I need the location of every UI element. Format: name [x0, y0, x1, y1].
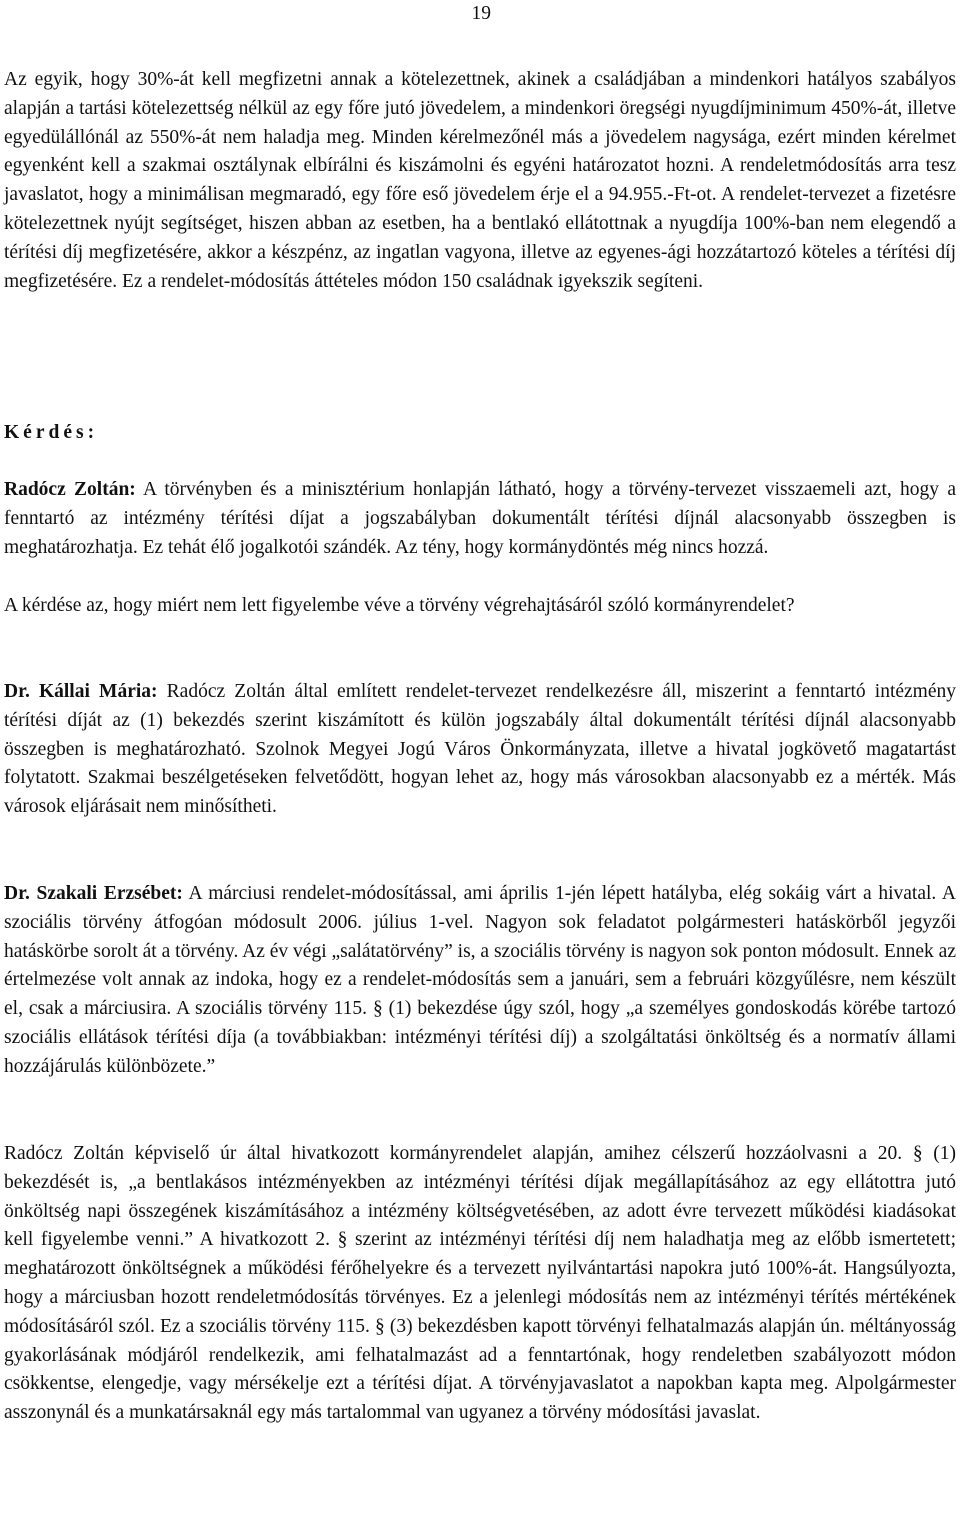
speaker-name: Dr. Kállai Mária:	[4, 681, 158, 702]
paragraph-text: Radócz Zoltán által említett rendelet-tervezet rendelkezésre áll, miszerint a fenntartó intézmény térítési díját az (1) bekezdés szerint kiszámított és külön jogszabály által dokumentált térítési díjnál alacsonyabb összegben is meghatározható. Szolnok Megyei Jogú Város Önkormányzata, illetve a hivatal jogkövető magatartást folytatott. Szakmai beszélgetéseken felvetődött, hogyan lehet az, hogy más városokban alacsonyabb ez a mérték. Más városok eljárásait nem minősítheti.	[4, 681, 956, 818]
answer-paragraph	[4, 880, 956, 1082]
intro-paragraph: Az egyik, hogy 30%-át kell megfizetni annak a kötelezettnek, akinek a családjában a mindenkori hatályos szabályos alapján a tartási kötelezettség nélkül az egy főre jutó jövedelem, a mindenkori öregségi nyugdíjminimum 450%-át, illetve egyedülállónál az 550%-át nem haladja meg. Minden kérelmezőnél más a jövedelem nagysága, ezért minden kérelmet egyenként kell a szakmai osztálynak elbírálni és kiszámolni és egyéni határozatot hozni. A rendeletmódosítás arra tesz javaslatot, hogy a minimálisan megmaradó, egy főre eső jövedelem érje el a 94.955.-Ft-ot. A rendelet-tervezet a fizetésre kötelezettnek nyújt segítséget, hiszen abban az esetben, ha a bentlakó ellátottnak a nyugdíja 100%-ban nem elegendő a térítési díj megfizetésére, akkor a készpénz, az ingatlan vagyona, illetve az egyenes-ági hozzátartozó köteles a térítési díj megfizetésére. Ez a rendelet-módosítás áttételes módon 150 családnak igyekszik segíteni.	[4, 69, 956, 292]
speaker-name: Dr. Szakali Erzsébet:	[4, 883, 183, 904]
paragraph-text: A törvényben és a minisztérium honlapján látható, hogy a törvény-tervezet visszaemeli azt, hogy a fenntartó az intézmény térítési díjat a jogszabályban dokumentált térítési díjnál alacsonyabb összegben is meghatározhatja. Ez tehát élő jogalkotói szándék. Az tény, hogy kormánydöntés még nincs hozzá.	[4, 479, 957, 558]
answer-paragraph-2: Radócz Zoltán képviselő úr által hivatkozott kormányrendelet alapján, amihez célszerű hozzáolvasni a 20. § (1) bekezdését is, „a bentlakásos intézményekben az intézményi térítési díjak megállapításához az egy ellátottra jutó önköltség napi összegének kiszámításához a intézmény költségvetésében, az adott évre tervezett működési kiadásokat kell figyelembe venni.” A hivatkozott 2. § szerint az intézményi térítési díj nem haladhatja meg az előbb ismertetett; meghatározott önköltségnek a működési férőhelyekre és a tervezett nyilvántartási napokra jutó 100%-át. Hangsúlyozta, hogy a márciusban hozott rendeletmódosítás törvényes. Ez a jelenlegi módosítás nem az intézményi térítés mértékének módosításáról szól. Ez a szociális törvény 115. § (3) bekezdésben kapott törvényi felhatalmazás alapján ún. méltányosság gyakorlásának módjáról rendelkezik, ami felhatalmazást ad a fenntartónak, hogy rendeletben szabályozott módon csökkentse, elengedje, vagy mérsékelje ezt a térítési díjat. A törvényjavaslatot a napokban kapta meg. Alpolgármester asszonynál és a munkatársaknál egy más tartalommal van ugyanez a törvény módosítási javaslat.	[4, 1143, 956, 1424]
paragraph-text: A márciusi rendelet-módosítással, ami április 1-jén lépett hatályba, elég sokáig várt a hivatal. A szociális törvény átfogóan módosult 2006. július 1-vel. Nagyon sok feladatot polgármesteri hatáskörből jegyzői hatáskörbe sorolt át a törvény. Az év végi „salátatörvény” is, a szociális törvény is nagyon sok ponton módosult. Ennek az értelmezése volt annak az indoka, hogy ez a rendelet-módosítás sem a januári, sem a februári közgyűlésre, nem készült el, csak a márciusira. A szociális törvény 115. § (1) bekezdése úgy szól, hogy „a személyes gondoskodás körébe tartozó szociális ellátások térítési díja (a továbbiakban: intézményi térítési díj) a szolgáltatási önköltség és a normatív állami hozzájárulás különbözete.”	[4, 883, 956, 1077]
section-heading: Kérdés:	[4, 422, 99, 443]
question-paragraph-2: A kérdése az, hogy miért nem lett figyelembe véve a törvény végrehajtásáról szóló kormányrendelet?	[4, 595, 795, 616]
question-paragraph	[4, 476, 956, 562]
answer-paragraph	[4, 678, 956, 822]
page-number: 19	[471, 3, 491, 24]
speaker-name: Radócz Zoltán:	[4, 479, 136, 500]
